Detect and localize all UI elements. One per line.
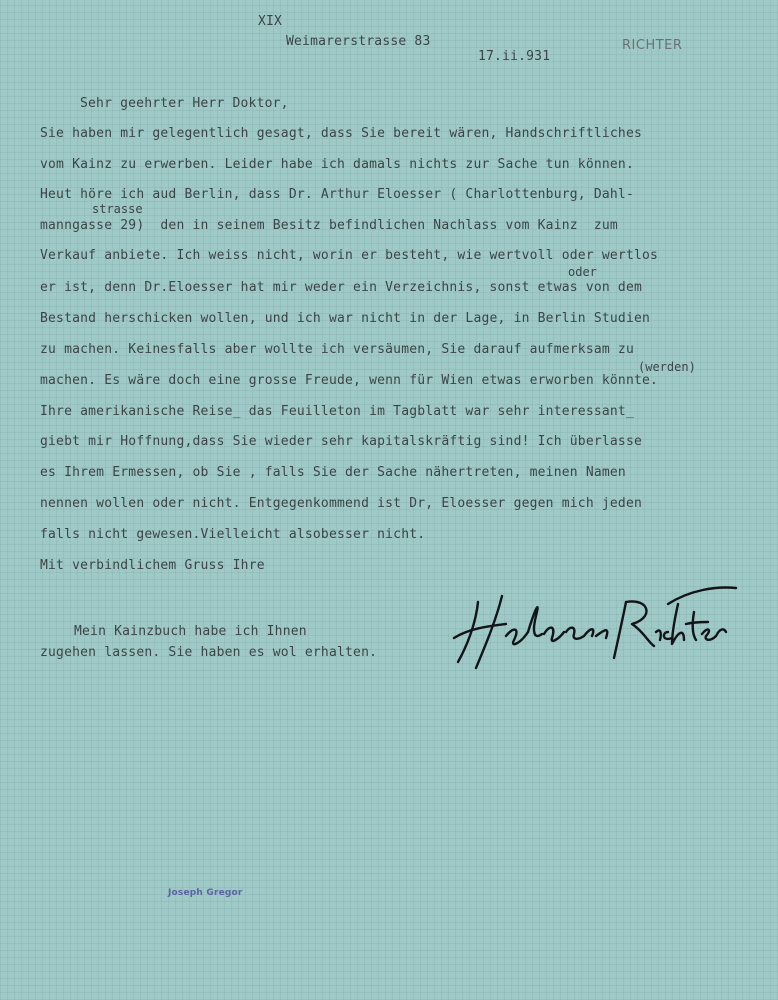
body-line: Heut höre ich aud Berlin, dass Dr. Arthur Eloesser ( Charlottenburg, Dahl- [40, 187, 634, 202]
body-line: Bestand herschicken wollen, und ich war nicht in der Lage, in Berlin Studien [40, 311, 651, 326]
district-number: XIX [258, 14, 283, 29]
body-line: Sie haben mir gelegentlich gesagt, dass Sie bereit wären, Handschriftliches [40, 126, 642, 141]
postscript-line: Mein Kainzbuch habe ich Ihnen [74, 624, 307, 639]
body-line: machen. Es wäre doch eine grosse Freude, wenn für Wien etwas erworben könnte. [40, 373, 659, 388]
body-line: vom Kainz zu erwerben. Leider habe ich damals nichts zur Sache tun können. [40, 157, 634, 172]
salutation: Sehr geehrter Herr Doktor, [80, 96, 289, 111]
body-line: zu machen. Keinesfalls aber wollte ich versäumen, Sie darauf aufmerksam zu [40, 342, 634, 357]
collector-stamp: Joseph Gregor [168, 888, 243, 898]
closing-formula: Mit verbindlichem Gruss Ihre [40, 558, 265, 573]
body-line: Ihre amerikanische Reise_ das Feuilleton im Tagblatt war sehr interessant_ [40, 404, 634, 419]
body-line: falls nicht gewesen.Vielleicht alsobesser nicht. [40, 527, 426, 542]
body-line: Verkauf anbiete. Ich weiss nicht, worin er besteht, wie wertvoll oder wertlos [40, 248, 659, 263]
body-line: manngasse 29) den in seinem Besitz befindlichen Nachlass vom Kainz zum [40, 218, 618, 233]
body-line: giebt mir Hoffnung,dass Sie wieder sehr kapitalskräftig sind! Ich überlasse [40, 434, 642, 449]
body-line: nennen wollen oder nicht. Entgegenkommend ist Dr, Eloesser gegen mich jeden [40, 496, 642, 511]
letter-date: 17.ii.931 [478, 49, 551, 64]
interlinear-correction: strasse [92, 202, 143, 216]
body-line: er ist, denn Dr.Eloesser hat mir weder ein Verzeichnis, sonst etwas von dem [40, 280, 642, 295]
interlinear-correction: oder [568, 265, 597, 279]
body-line: es Ihrem Ermessen, ob Sie , falls Sie der Sache nähertreten, meinen Namen [40, 465, 626, 480]
archive-note: RICHTER [622, 38, 683, 53]
signature [440, 582, 740, 672]
postscript-line: zugehen lassen. Sie haben es wol erhalten. [40, 645, 378, 660]
sender-address: Weimarerstrasse 83 [286, 34, 431, 49]
interlinear-correction: (werden) [638, 360, 696, 374]
